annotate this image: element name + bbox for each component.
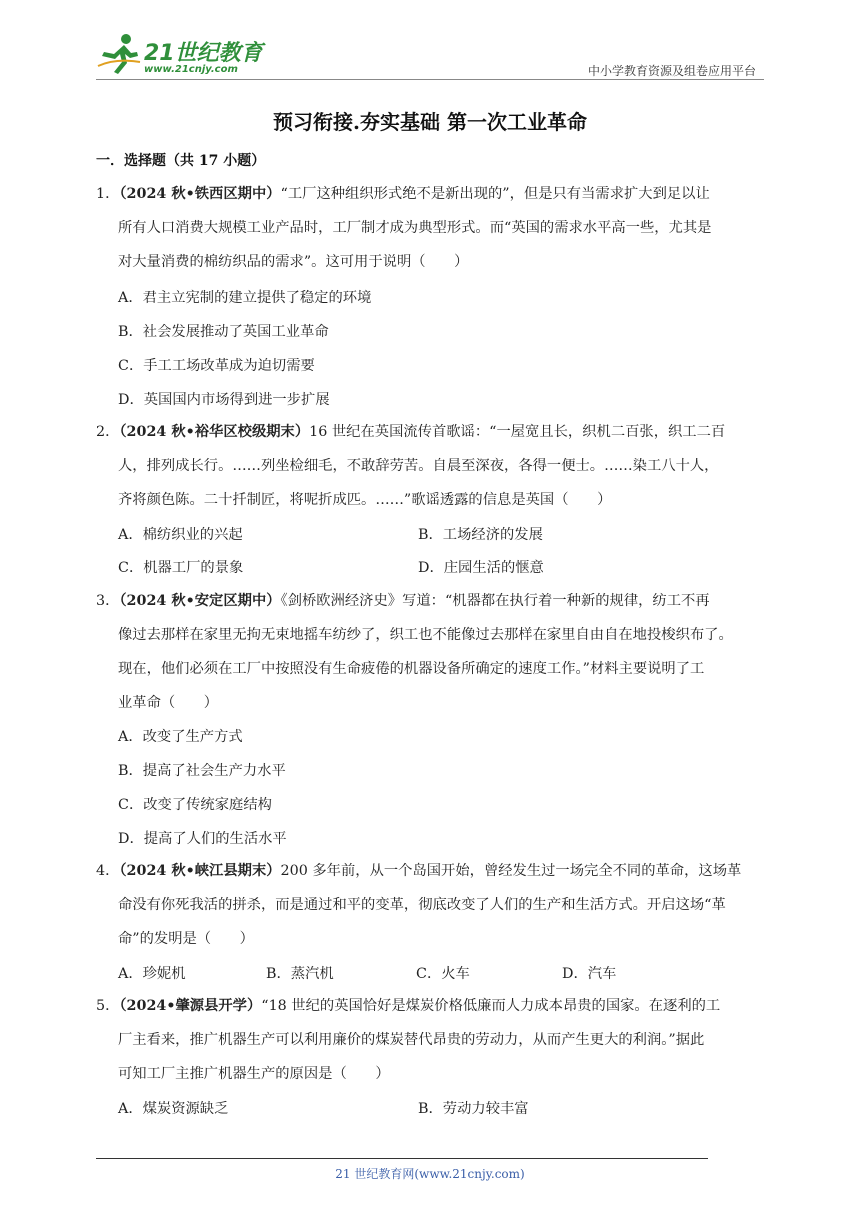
question-source: （2024 秋•铁西区期中） xyxy=(119,186,281,202)
logo-url: www.21cnjy.com xyxy=(144,64,238,75)
option-c[interactable]: C．改变了传统家庭结构 xyxy=(118,797,272,813)
question-text: 现在，他们必须在工厂中按照没有生命疲倦的机器设备所确定的速度工作。”材料主要说明了工 xyxy=(118,661,705,677)
question-source: （2024 秋•峡江县期末） xyxy=(119,863,281,879)
logo xyxy=(96,30,266,80)
question-text: 业革命（ ） xyxy=(118,695,219,711)
question-source: （2024 秋•裕华区校级期末） xyxy=(119,424,310,440)
question-text: 16 世纪在英国流传首歌谣：“一屋宽且长，织机二百张，织工二百 xyxy=(309,424,726,440)
question-text: 命”的发明是（ ） xyxy=(118,931,254,947)
question-number: 3． xyxy=(96,593,120,609)
option-c[interactable]: C．火车 xyxy=(416,966,470,982)
question-text: 200 多年前，从一个岛国开始，曾经发生过一场完全不同的革命，这场革 xyxy=(280,863,742,879)
question-text: 所有人口消费大规模工业产品时，工厂制才成为典型形式。而“英国的需求水平高一些，尤其是 xyxy=(118,220,712,236)
option-b[interactable]: B．劳动力较丰富 xyxy=(418,1101,529,1117)
question-2 xyxy=(96,415,764,517)
question-3 xyxy=(96,584,764,720)
runner-logo-icon xyxy=(96,32,142,76)
question-text: 人，排列成长行。……列坐检细毛，不敢辞劳苦。自晨至深夜，各得一便士。……染工八十人， xyxy=(118,458,719,474)
question-text: “工厂这种组织形式绝不是新出现的”，但是只有当需求扩大到足以让 xyxy=(280,186,710,202)
question-5 xyxy=(96,989,764,1091)
question-source: （2024 秋•安定区期中） xyxy=(119,593,281,609)
option-a[interactable]: A．君主立宪制的建立提供了稳定的环境 xyxy=(118,290,372,306)
question-source: （2024•肇源县开学） xyxy=(119,998,262,1014)
question-text: 像过去那样在家里无拘无束地摇车纺纱了，织工也不能像过去那样在家里自由自在地投梭织布了。 xyxy=(118,627,733,643)
question-number: 4． xyxy=(96,863,120,879)
page-footer: 21 世纪教育网(www.21cnjy.com) xyxy=(335,1167,525,1181)
question-text: 《剑桥欧洲经济史》写道：“机器都在执行着一种新的规律，纺工不再 xyxy=(280,593,710,609)
option-d[interactable]: D．庄园生活的惬意 xyxy=(418,560,544,576)
logo-text: 21世纪教育 xyxy=(144,41,263,66)
platform-label: 中小学教育资源及组卷应用平台 xyxy=(587,64,756,78)
option-b[interactable]: B．工场经济的发展 xyxy=(418,527,543,543)
question-1 xyxy=(96,177,764,279)
option-c[interactable]: C．机器工厂的景象 xyxy=(118,560,244,576)
page-header xyxy=(96,30,764,80)
question-number: 2． xyxy=(96,424,120,440)
option-b[interactable]: B．社会发展推动了英国工业革命 xyxy=(118,324,329,340)
question-text: 厂主看来，推广机器生产可以利用廉价的煤炭替代昂贵的劳动力，从而产生更大的利润。”据此 xyxy=(118,1032,705,1048)
section-heading: 一．选择题（共 17 小题） xyxy=(96,153,266,169)
option-a[interactable]: A．煤炭资源缺乏 xyxy=(118,1101,229,1117)
page-title: 预习衔接.夯实基础 第一次工业革命 xyxy=(273,110,587,134)
question-text: 命没有你死我活的拼杀，而是通过和平的变革，彻底改变了人们的生产和生活方式。开启这场“革 xyxy=(118,897,726,913)
question-text: 可知工厂主推广机器生产的原因是（ ） xyxy=(118,1066,390,1082)
option-b[interactable]: B．蒸汽机 xyxy=(266,966,334,982)
option-a[interactable]: A．珍妮机 xyxy=(118,966,186,982)
option-a[interactable]: A．改变了生产方式 xyxy=(118,729,243,745)
option-c[interactable]: C．手工工场改革成为迫切需要 xyxy=(118,358,315,374)
header-divider xyxy=(96,79,764,80)
question-4 xyxy=(96,854,764,956)
question-text: 齐将颜色陈。二十扦制匠，将呢折成匹。……”歌谣透露的信息是英国（ ） xyxy=(118,492,612,508)
option-d[interactable]: D．汽车 xyxy=(562,966,617,982)
question-text: “18 世纪的英国恰好是煤炭价格低廉而人力成本昂贵的国家。在逐利的工 xyxy=(261,998,721,1014)
option-a[interactable]: A．棉纺织业的兴起 xyxy=(118,527,243,543)
footer-divider xyxy=(96,1158,708,1159)
option-d[interactable]: D．提高了人们的生活水平 xyxy=(118,831,287,847)
question-number: 1． xyxy=(96,186,120,202)
option-d[interactable]: D．英国国内市场得到进一步扩展 xyxy=(118,392,330,408)
option-b[interactable]: B．提高了社会生产力水平 xyxy=(118,763,286,779)
question-number: 5． xyxy=(96,998,120,1014)
question-text: 对大量消费的棉纺织品的需求”。这可用于说明（ ） xyxy=(118,254,469,270)
